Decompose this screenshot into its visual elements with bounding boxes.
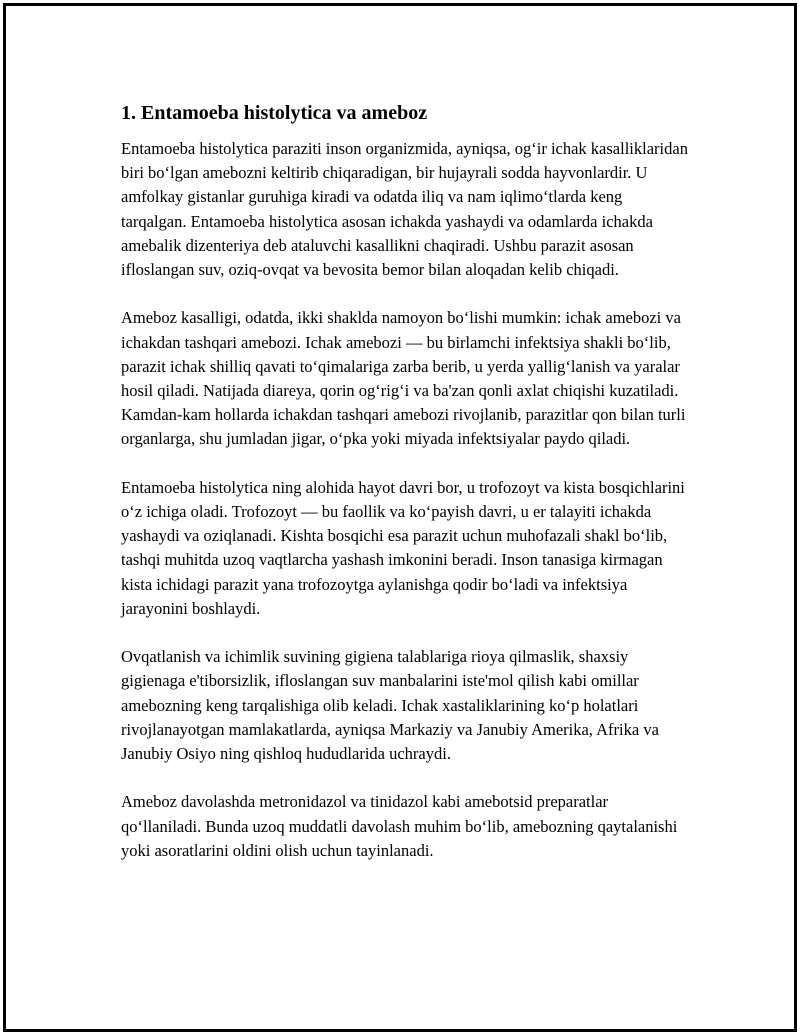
page-frame [3,3,797,1032]
paragraph: Entamoeba histolytica ning alohida hayot davri bor, u trofozoyt va kista bosqichlarini o‘z ichiga oladi. Trofozoyt — bu faollik va ko‘payish davri, u er talayiti ichakda yashaydi va oziqlanadi. Kishta bosqichi esa parazit uchun muhofazali shakl bo‘lib, tashqi muhitda uzoq vaqtlarcha yashash imkonini beradi. Inson tanasiga kirmagan kista ichidagi parazit yana trofozoytga aylanishga qodir bo‘ladi va infektsiya jarayonini boshlaydi. [121,477,685,618]
paragraph: Entamoeba histolytica paraziti inson organizmida, ayniqsa, og‘ir ichak kasalliklaridan biri bo‘lgan amebozni keltirib chiqaradigan, bir hujayrali sodda hayvonlardir. U amfolkay gistanlar guruhiga kiradi va odatda iliq va nam iqlimo‘tlarda keng tarqalgan. Entamoeba histolytica asosan ichakda yashaydi va odamlarda ichakda amebalik dizenteriya deb ataluvchi kasallikni chaqiradi. Ushbu parazit asosan ifloslangan suv, oziq-ovqat va bevosita bemor bilan aloqadan kelib chiqadi. [121,139,688,280]
paragraph: Ameboz davolashda metronidazol va tinidazol kabi amebotsid preparatlar qo‘llaniladi. Bunda uzoq muddatli davolash muhim bo‘lib, amebozning qaytalanishi yoki asoratlarini oldini olish uchun tayinlanadi. [121,792,678,860]
section-heading: 1. Entamoeba histolytica va ameboz [121,102,428,124]
paragraph: Ovqatlanish va ichimlik suvining gigiena talablariga rioya qilmaslik, shaxsiy gigienaga e'tiborsizlik, ifloslangan suv manbalarini iste'mol qilish kabi omillar amebozning keng tarqalishiga olib keladi. Ichak xastaliklarining ko‘p holatlari rivojlanayotgan mamlakatlarda, ayniqsa Markaziy va Janubiy Amerika, Afrika va Janubiy Osiyo ning qishloq hududlarida uchraydi. [121,647,659,764]
paragraph: Ameboz kasalligi, odatda, ikki shaklda namoyon bo‘lishi mumkin: ichak amebozi va ichakdan tashqari amebozi. Ichak amebozi — bu birlamchi infektsiya shakli bo‘lib, parazit ichak shilliq qavati to‘qimalariga zarba berib, u yerda yallig‘lanish va yaralar hosil qiladi. Natijada diareya, qorin og‘rig‘i va ba'zan qonli axlat chiqishi kuzatiladi. Kamdan-kam hollarda ichakdan tashqari amebozi rivojlanib, parazitlar qon bilan turli organlarga, shu jumladan jigar, o‘pka yoki miyada infektsiyalar paydo qiladi. [121,308,686,449]
document-body [121,101,691,887]
